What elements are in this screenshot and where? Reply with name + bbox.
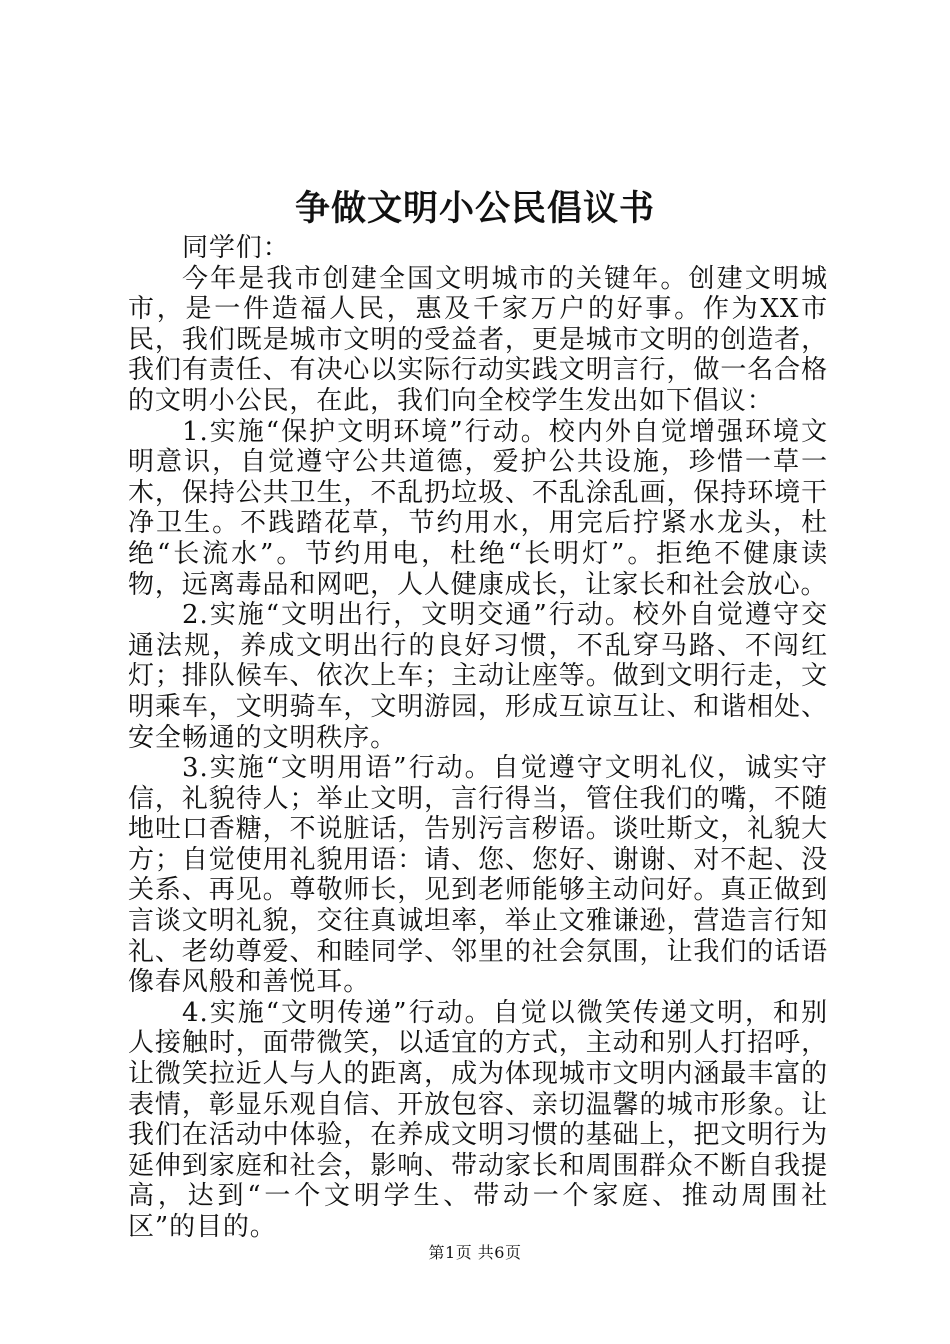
salutation: 同学们： — [182, 233, 290, 263]
paragraph-item-4: 4.实施“文明传递”行动。自觉以微笑传递文明，和别人接触时，面带微笑，以适宜的方式，主动和别人打招呼，让微笑拉近人与人的距离，成为体现城市文明内涵最丰富的表情，彰显乐观自信、开放包容、亲切温馨的城市形象。让我们在活动中体验，在养成文明习惯的基础上，把文明行为延伸到家庭和社会，影响、带动家长和周围群众不断自我提高，达到“一个文明学生、带动一个家庭、推动周围社区”的目的。 — [128, 997, 828, 1242]
paragraph-intro: 今年是我市创建全国文明城市的关键年。创建文明城市，是一件造福人民，惠及千家万户的好事。作为XX市民，我们既是城市文明的受益者，更是城市文明的创造者，我们有责任、有决心以实际行动实践文明言行，做一名合格的文明小公民，在此，我们向全校学生发出如下倡议： — [128, 263, 828, 416]
page-number-footer: 第1页 共6页 — [428, 1243, 522, 1262]
document-body — [128, 233, 828, 1243]
document-title: 争做文明小公民倡议书 — [294, 189, 655, 229]
paragraph-item-3: 3.实施“文明用语”行动。自觉遵守文明礼仪，诚实守信，礼貌待人；举止文明，言行得当，管住我们的嘴，不随地吐口香糖，不说脏话，告别污言秽语。谈吐斯文，礼貌大方；自觉使用礼貌用语：请、您、您好、谢谢、对不起、没关系、再见。尊敬师长，见到老师能够主动问好。真正做到言谈文明礼貌，交往真诚坦率，举止文雅谦逊，营造言行知礼、老幼尊爱、和睦同学、邻里的社会氛围，让我们的话语像春风般和善悦耳。 — [128, 753, 828, 998]
paragraph-item-1: 1.实施“保护文明环境”行动。校内外自觉增强环境文明意识，自觉遵守公共道德，爱护公共设施，珍惜一草一木，保持公共卫生，不乱扔垃圾、不乱涂乱画，保持环境干净卫生。不践踏花草，节约用水，用完后拧紧水龙头，杜绝“长流水”。节约用电，杜绝“长明灯”。拒绝不健康读物，远离毒品和网吧，人人健康成长，让家长和社会放心。 — [128, 416, 828, 600]
paragraph-item-2: 2.实施“文明出行，文明交通”行动。校外自觉遵守交通法规，养成文明出行的良好习惯，不乱穿马路、不闯红灯；排队候车、依次上车；主动让座等。做到文明行走，文明乘车，文明骑车，文明游园，形成互谅互让、和谐相处、安全畅通的文明秩序。 — [128, 600, 828, 753]
